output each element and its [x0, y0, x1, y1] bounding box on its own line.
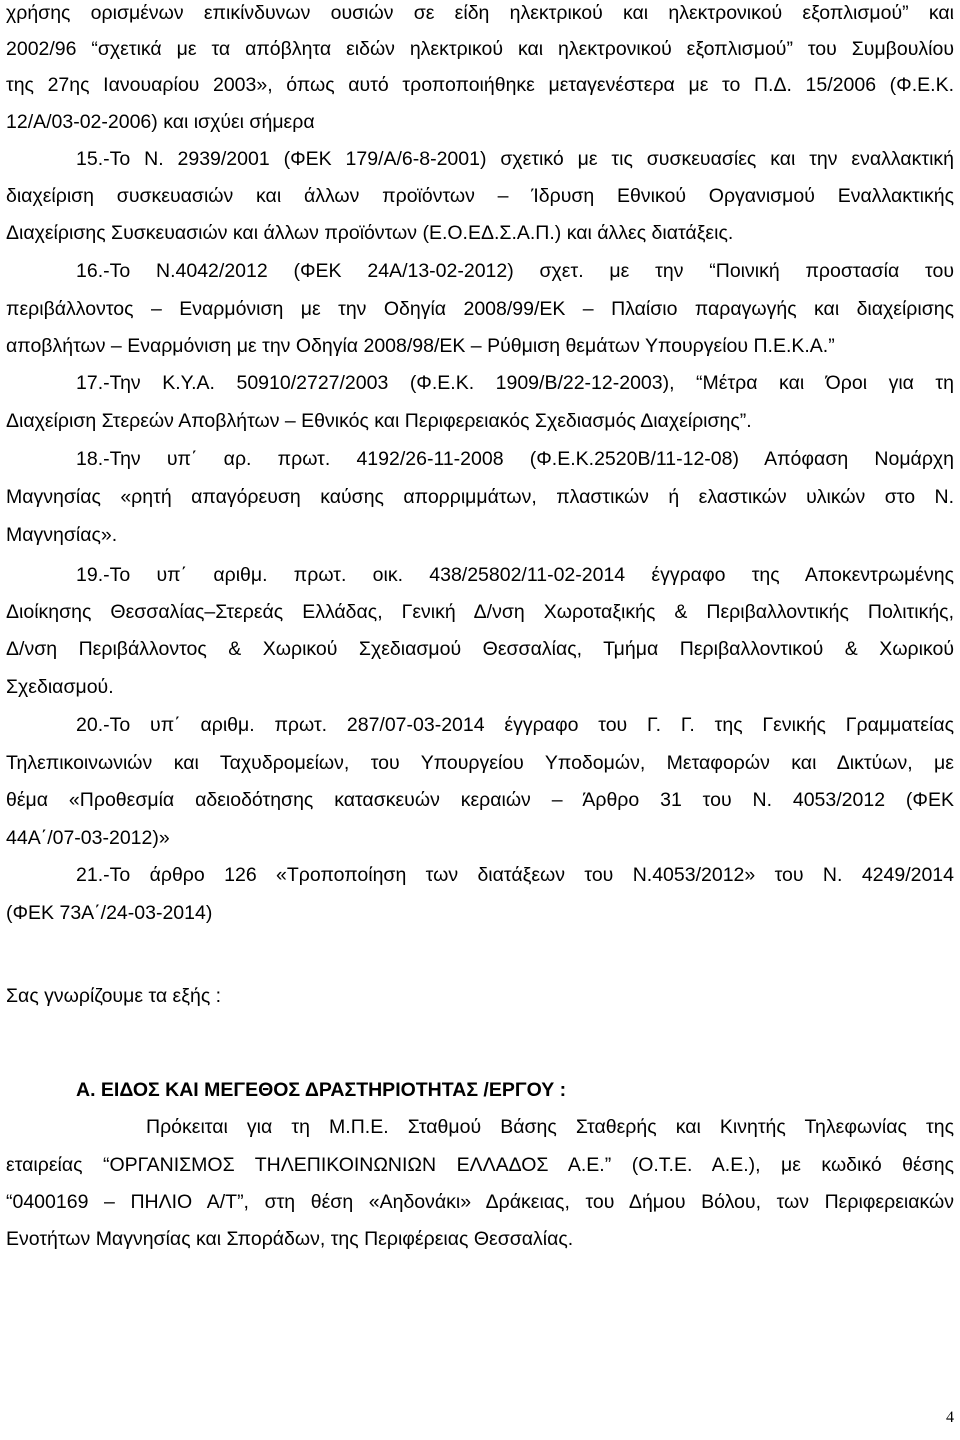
text-line: εταιρείας “ΟΡΓΑΝΙΣΜΟΣ ΤΗΛΕΠΙΚΟΙΝΩΝΙΩΝ ΕΛΛΑΔΟΣ Α.Ε.” (Ο.Τ.Ε. Α.Ε.), με κωδικό θέσης: [6, 1154, 954, 1176]
page-number: 4: [946, 1409, 954, 1426]
text-line: “0400169 – ΠΗΛΙΟ Α/Τ”, στη θέση «Αηδονάκι» Δράκειας, του Δήμου Βόλου, των Περιφερειακών: [6, 1191, 954, 1213]
section-intro: Σας γνωρίζουμε τα εξής :: [6, 985, 222, 1007]
text-line: 18.-Την υπ΄ αρ. πρωτ. 4192/26-11-2008 (Φ.Ε.Κ.2520Β/11-12-08) Απόφαση Νομάρχη: [76, 448, 954, 470]
text-line: Διαχείρισης Συσκευασιών και άλλων προϊόντων (Ε.Ο.ΕΔ.Σ.Α.Π.) και άλλες διατάξεις.: [6, 222, 734, 244]
text-line: Σχεδιασμού.: [6, 676, 114, 698]
text-line: Τηλεπικοινωνιών και Ταχυδρομείων, του Υπουργείου Υποδομών, Μεταφορών και Δικτύων, με: [6, 752, 954, 774]
text-line: 20.-Το υπ΄ αριθμ. πρωτ. 287/07-03-2014 έγγραφο του Γ. Γ. της Γενικής Γραμματείας: [76, 714, 954, 736]
text-line: διαχείριση συσκευασιών και άλλων προϊόντων – Ίδρυση Εθνικού Οργανισμού Εναλλακτικής: [6, 185, 954, 207]
text-line: (ΦΕΚ 73Α΄/24-03-2014): [6, 902, 213, 924]
text-line: Δ/νση Περιβάλλοντος & Χωρικού Σχεδιασμού Θεσσαλίας, Τμήμα Περιβαλλοντικού & Χωρικού: [6, 638, 954, 660]
text-line: 17.-Την Κ.Υ.Α. 50910/2727/2003 (Φ.Ε.Κ. 1909/Β/22-12-2003), “Μέτρα και Όροι για τη: [76, 372, 954, 394]
text-line: 2002/96 “σχετικά με τα απόβλητα ειδών ηλεκτρικού και ηλεκτρονικού εξοπλισμού” του Συμβουλίου: [6, 38, 954, 60]
text-line: 12/Α/03-02-2006) και ισχύει σήμερα: [6, 111, 315, 133]
text-line: Μαγνησίας».: [6, 524, 118, 546]
text-line: αποβλήτων – Εναρμόνιση με την Οδηγία 2008/98/ΕΚ – Ρύθμιση θεμάτων Υπουργείου Π.Ε.Κ.Α.”: [6, 335, 835, 357]
text-line: περιβάλλοντος – Εναρμόνιση με την Οδηγία 2008/99/ΕΚ – Πλαίσιο παραγωγής και διαχείρισης: [6, 298, 954, 320]
text-line: 21.-Το άρθρο 126 «Τροποποίηση των διατάξεων του Ν.4053/2012» του Ν. 4249/2014: [76, 864, 954, 886]
text-line: 15.-Το Ν. 2939/2001 (ΦΕΚ 179/Α/6-8-2001) σχετικό με τις συσκευασίες και την εναλλακτική: [76, 148, 954, 170]
text-line: Πρόκειται για τη Μ.Π.Ε. Σταθμού Βάσης Σταθερής και Κινητής Τηλεφωνίας της: [146, 1116, 954, 1138]
text-line: Διαχείριση Στερεών Αποβλήτων – Εθνικός και Περιφερειακός Σχεδιασμός Διαχείρισης”.: [6, 410, 752, 432]
text-line: θέμα «Προθεσμία αδειοδότησης κατασκευών κεραιών – Άρθρο 31 του Ν. 4053/2012 (ΦΕΚ: [6, 789, 954, 811]
text-line: Ενοτήτων Μαγνησίας και Σποράδων, της Περιφέρειας Θεσσαλίας.: [6, 1228, 574, 1250]
text-line: 44Α΄/07-03-2012)»: [6, 827, 170, 849]
text-line: 16.-Το Ν.4042/2012 (ΦΕΚ 24Α/13-02-2012) σχετ. με την “Ποινική προστασία του: [76, 260, 954, 282]
text-line: Μαγνησίας «ρητή απαγόρευση καύσης απορριμμάτων, πλαστικών ή ελαστικών υλικών στο Ν.: [6, 486, 954, 508]
text-line: Διοίκησης Θεσσαλίας–Στερεάς Ελλάδας, Γενική Δ/νση Χωροταξικής & Περιβαλλοντικής Πολιτικής,: [6, 601, 954, 623]
section-heading: Α. ΕΙΔΟΣ ΚΑΙ ΜΕΓΕΘΟΣ ΔΡΑΣΤΗΡΙΟΤΗΤΑΣ /ΕΡΓΟΥ :: [76, 1079, 567, 1101]
text-line: 19.-Το υπ΄ αριθμ. πρωτ. οικ. 438/25802/11-02-2014 έγγραφο της Αποκεντρωμένης: [76, 564, 954, 586]
text-line: χρήσης ορισμένων επικίνδυνων ουσιών σε είδη ηλεκτρικού και ηλεκτρονικού εξοπλισμού” και: [6, 2, 954, 24]
text-line: της 27ης Ιανουαρίου 2003», όπως αυτό τροποποιήθηκε μεταγενέστερα με το Π.Δ. 15/2006 (Φ.Ε.Κ.: [6, 74, 954, 96]
